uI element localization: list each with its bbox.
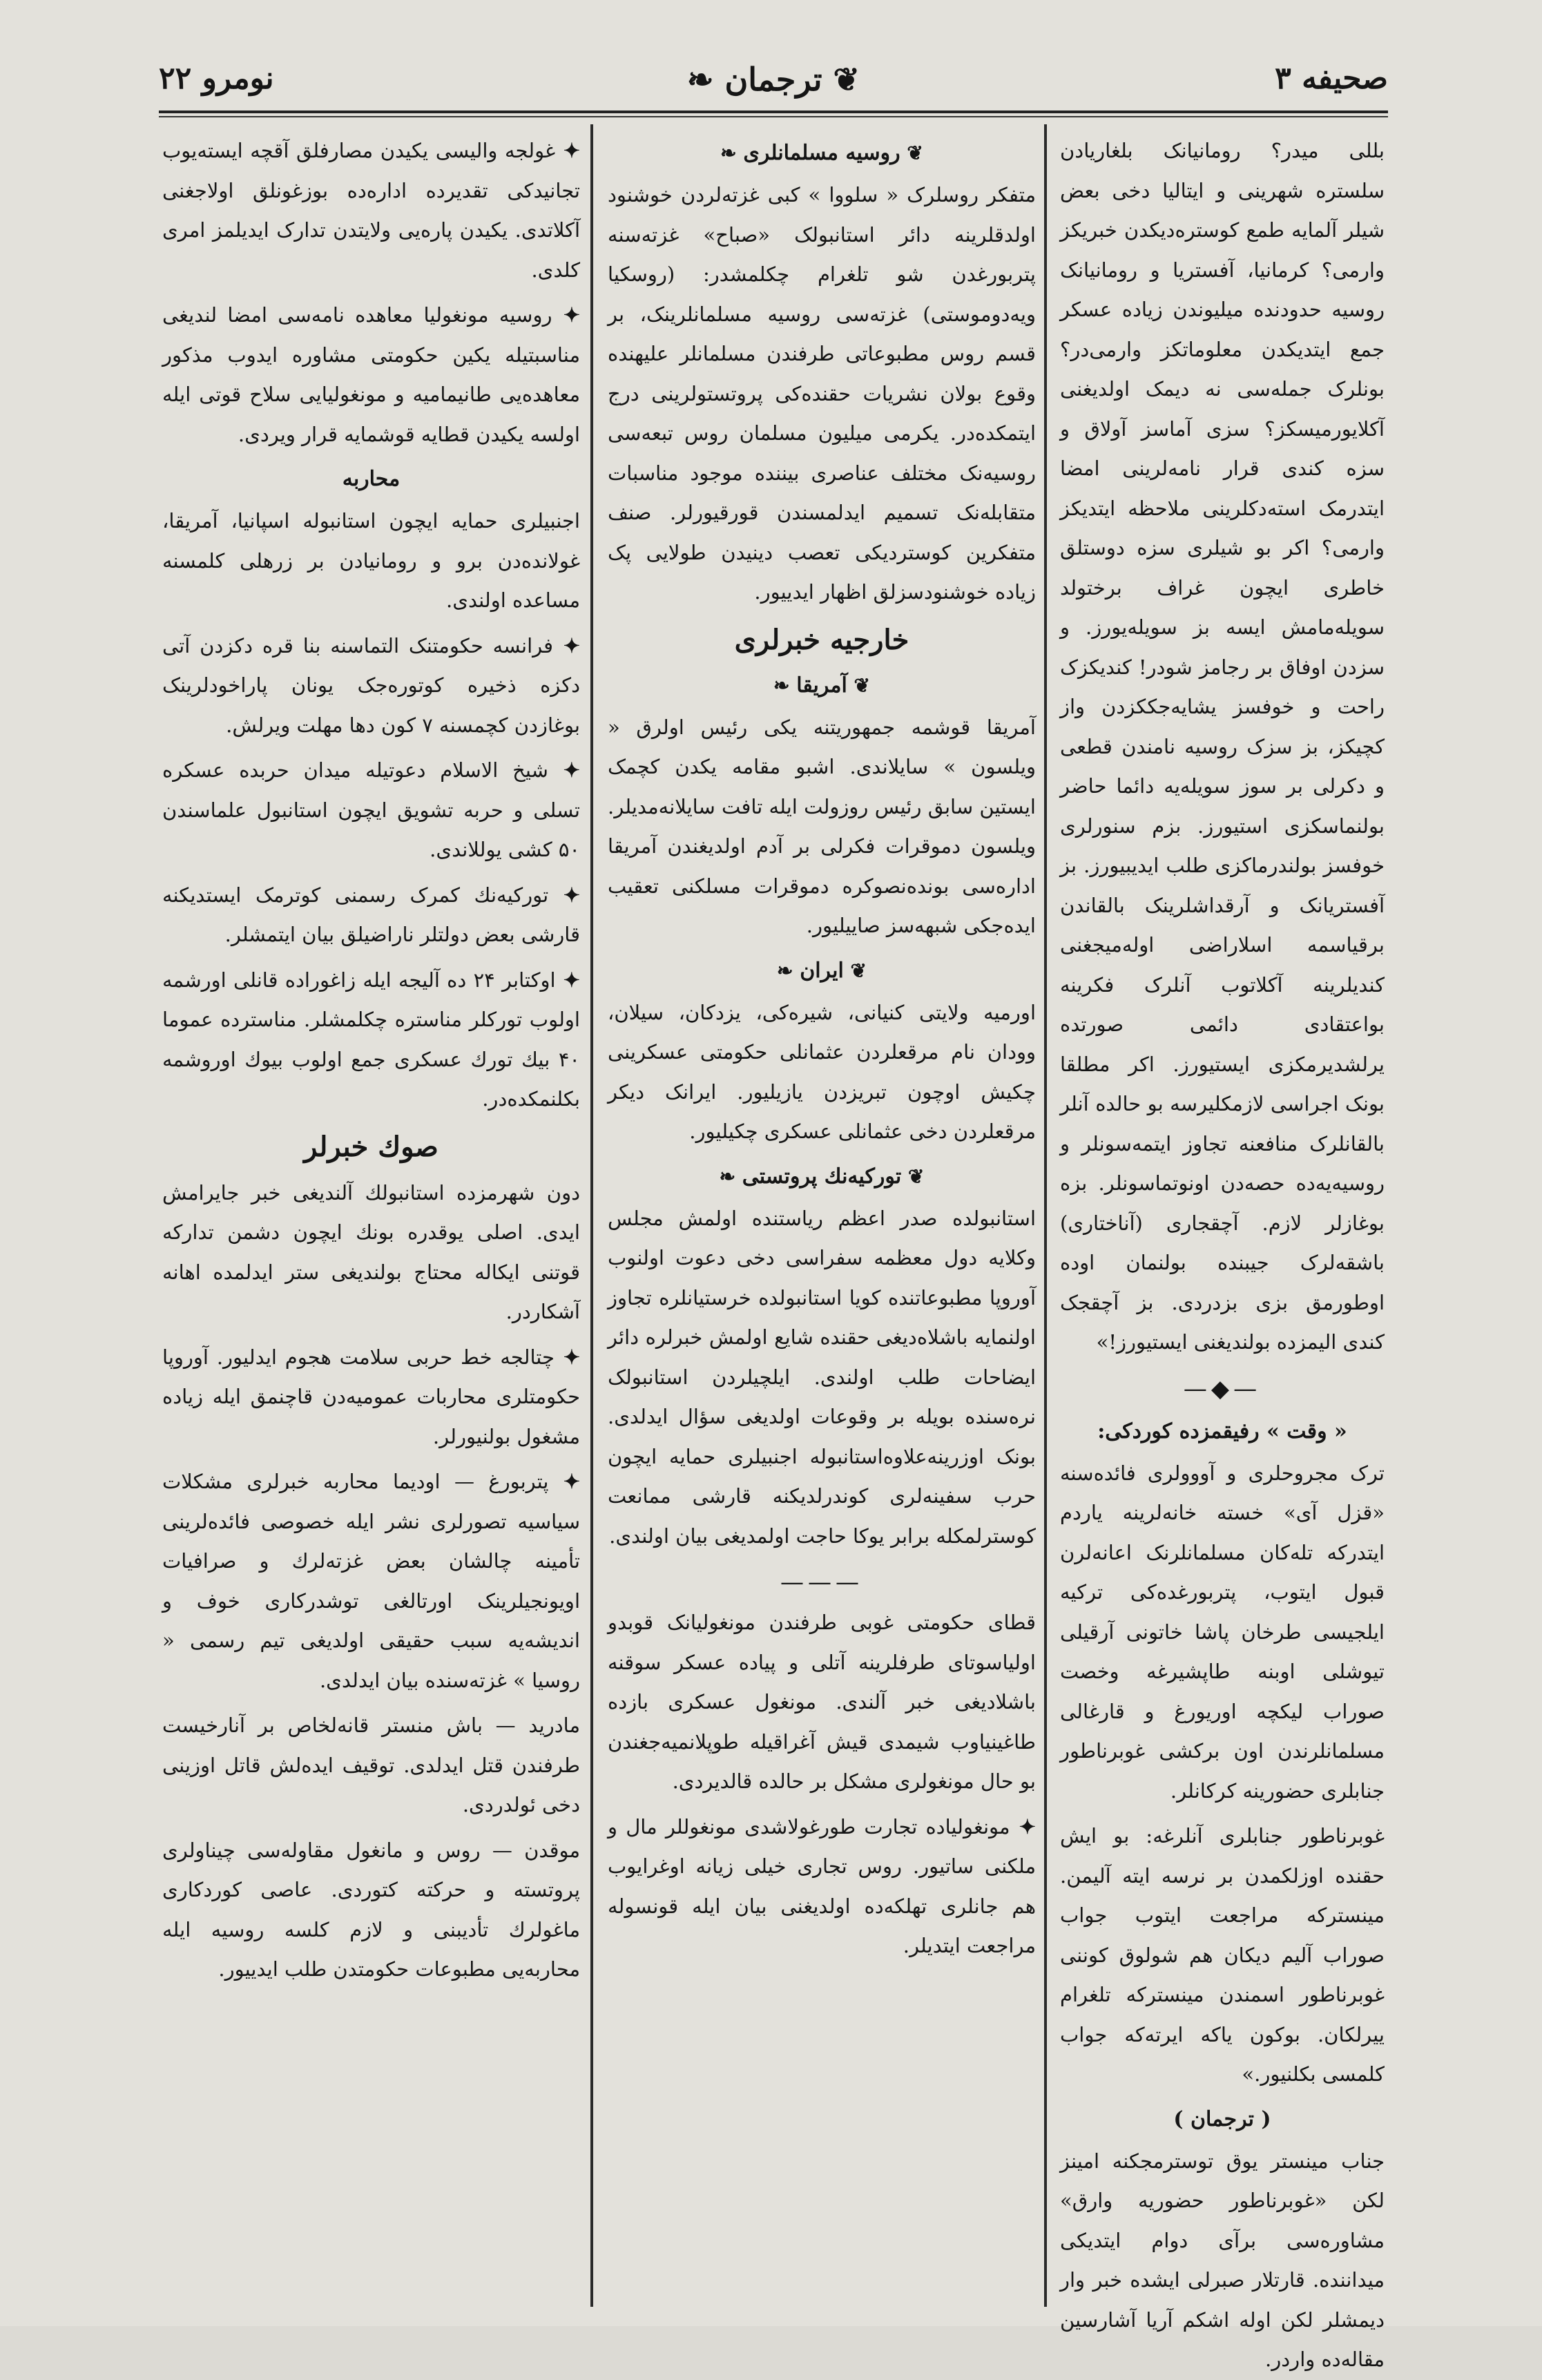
article-paragraph: قطای حکومتی غوبی طرفندن مونغولیانک قوبدو اولیاسوتای طرفلرینه آتلی و پیاده عسکر سوقنه باشلادیغی خبر آلندی. مونغول عسکری بازده طاغینیاوب شیمدی قیش آغراقیله طوپلانمیه‌جغندن بو حال مونغولری مشکل بر حالده قالدیردی.: [608, 1611, 1036, 1793]
news-item: [162, 626, 580, 746]
subsection-title-text: توركیه‌نك پروتستی: [742, 1164, 902, 1189]
page-header: [159, 48, 1388, 114]
fleur-icon: ✦: [1010, 1814, 1036, 1839]
header-rule-thin: [159, 116, 1388, 117]
ornament-icon: ❧: [719, 1164, 742, 1188]
issue-number: نومرو ۲۲: [159, 61, 274, 96]
news-item-text: اوکتابر ۲۴ ده آلیجه ایله زاغوراده قانلی اورشمه اولوب توركلر مناسترە چکلمشلر. مناسترده عموما ۴۰ بیك تورك عسکری جمع اولوب بیوك اوروشمه بکلنمکده‌در.: [162, 968, 580, 1111]
news-item: [162, 1462, 580, 1700]
subsection-title: [608, 1158, 1036, 1196]
news-item-text: چتالجه خط حربی سلامت هجوم ایدلیور. آوروپا حکومتلری محاربات عمومیه‌دن قاچنمق ایله زیاده مشغول بولنیورلر.: [162, 1345, 580, 1448]
section-title-text: روسیه مسلمانلری: [743, 141, 900, 165]
news-item: [162, 131, 580, 290]
ornament-icon: ❦: [847, 673, 871, 697]
article-paragraph: [608, 1807, 1036, 1966]
article-paragraph: غوبرناطور جنابلری آنلرغه: بو ایش حقنده اوزلکمدن بر نرسه ایته آلیمن. مینسترکه مراجعت ایتوب جواب صوراب آلیم دیکان هم شولوق کوننی غوبرناطور اسمندن مینسترکه تلغرام ییرلکان. بوکون یاکه ایرته‌که جواب کلمسی بکلنیور.»: [1060, 1824, 1385, 2086]
article-paragraph: جناب مینستر یوق توسترمجکنه امینز لکن «غوبرناطور حضوریه وارق» مشاورەسی برآی دوام ایتدیکی میداننده. قارتلار صبرلی ایشده خبر وار دیمشلر لکن اوله اشکم آریا آشارسین مقاله‌ده واردر.: [1060, 2149, 1385, 2371]
newspaper-title: [687, 61, 860, 98]
article-paragraph: اورمیه ولایتی کنیانی، شیرەکی، یزدکان، سیلان، وودان نام مرقعلردن عثمانلی حکومتی عسکرینی چکیش اوچون تبریزدن یازیلیور. ایرانک دیکر مرقعلردن دخی عثمانلی عسکری چکیلیور.: [608, 1000, 1036, 1143]
section-divider: —◆—: [1183, 1374, 1262, 1403]
news-item: موقدن — روس و مانغول مقاوله‌سی چیناولری پروتسته و حرکته کتوردی. عاصی کوردکاری ماغولرك تأدیبنی و لازم کلسه روسیه ایله محاربه‌یی مطبوعات حکومتدن طلب ایدییور.: [162, 1838, 580, 1981]
news-item: اجنبیلری حمایه ایچون استانبوله اسپانیا، آمریقا، غولانده‌دن برو و رومانیادن بر زرهلی کلمسنه مساعده اولندی.: [162, 509, 580, 612]
paragraph-text: مونغولیاده تجارت طورغولاشدی مونغوللر مال و ملکنی ساتیور. روس تجاری خیلی زیانه اوغرایوب هم جانلری تهلکەده اولدیغنی بیان ایله قونسوله مراجعت ایتدیلر.: [608, 1814, 1036, 1957]
column-divider: [1044, 124, 1047, 2307]
news-item-text: غولجه والیسی یکیدن مصارفلق آقچه ایسته‌یوب تجانیدکی تقدیرده ادارەده بوزغونلق اولاجغنی آکلاتدی. یکیدن پارەیی ولایتدن تدارک ایدیلمز امری کلدی.: [162, 139, 580, 282]
column-divider: [590, 124, 593, 2307]
news-item: [162, 961, 580, 1120]
fleur-icon: ✦: [548, 758, 580, 782]
fleur-icon: ✦: [552, 303, 580, 327]
ornament-icon: ❦: [822, 61, 860, 98]
middle-column: [608, 131, 1036, 2293]
news-item-text: پتربورغ — اودیما محاربه خبرلری مشکلات سیاسیه تصورلری نشر ایله خصوصی فائده‌لرینی تأمینه چالشان بعض غزته‌لرك و صرافیات اویونجیلرینک اورتالغی توشدرکاری خوف و اندیشه‌یه سبب حقیقی اولدیغی تیم رسمی « روسیا » غزته‌سنده بیان ایدلدی.: [162, 1470, 580, 1692]
news-item-text: شیخ الاسلام دعوتیله میدان حربده عسکره تسلی و حربه تشویق ایچون استانبول علماسندن ۵۰ کشی یوللاندی.: [162, 758, 580, 861]
section-divider: ———: [780, 1568, 863, 1596]
news-item: مادرید — باش منستر قانه‌لخاص بر آنارخیست طرفندن قتل ایدلدی. توقیف ایده‌لش قاتل اوزینی دخی ئولدردی.: [162, 1714, 580, 1816]
fleur-icon: ✦: [548, 1470, 580, 1493]
news-item: [162, 876, 580, 955]
news-item: دون شهرمزده استانبولك آلندیغی خبر جایرامش ایدی. اصلی یوقدره بونك ایچون دشمن تدارکه قوتنی ایکاله محتاج بولندیغی ستر ایدلمده اهانه آشکاردر.: [162, 1180, 580, 1323]
title-text: ترجمان: [724, 61, 822, 98]
fleur-icon: ✦: [555, 968, 580, 992]
news-item-text: فرانسه حکومتنک التماسنه بنا قره دکزدن آتی دکزه ذخیره کوتوره‌جک یونان پاراخودلرینک بوغازدن کچمسنه ۷ کون دها مهلت ویرلش.: [162, 633, 580, 737]
section-title: « وقت » رفیقمزده کوردکی:: [1097, 1419, 1347, 1443]
section-heading: خارجیه خبرلری: [734, 623, 909, 656]
page-number: صحیفه ۳: [1275, 61, 1388, 96]
fleur-icon: ✦: [554, 1345, 580, 1369]
article-paragraph: آمریقا قوشمه جمهوریتنه یکی رئیس اولرق « ویلسون » سایلاندی. اشبو مقامه یکدن کچمک ایستین سابق رئیس روزولت ایله تافت سایلانه‌مدیلر. ویلسون دموقرات فکرلی بر آدم اولدیغندن آمریقا اداره‌سی بونده‌نصوکره دموقرات مسلکنی تعقیب ایده‌جکی شبهه‌سز صاییلیور.: [608, 715, 1036, 937]
header-rule: [159, 111, 1388, 113]
ornament-icon: ❦: [901, 1164, 925, 1188]
news-item: [162, 296, 580, 454]
left-column: [162, 131, 580, 2293]
news-item-text: روسیه مونغولیا معاهده نامه‌سی امضا لندیغی مناسبتیله یکین حکومتی مشاوره ایدوب مذکور معاهده‌یی طانیمامیه و مونغولیایی سلاح قوتی ایله اولسه یکیدن قطایه قوشمایه قرار ویردی.: [162, 303, 580, 446]
subsection-title-text: آمریقا: [796, 673, 847, 698]
article-paragraph: متفکر روسلرک « سلووا » کبی غزته‌لردن خوشنود اولدقلرینه دائر استانبولک «صباح» غزته‌سنه پتربورغدن شو تلغرام چکلمشدر: (روسکیا ویه‌دوموستی) غزته‌سی روسیه مسلمانلرینک، بر قسم روس مطبوعاتی طرفندن مسلمانلر علیهنده وقوع بولان نشریات حقنده‌کی پروتستولرینی درج ایتمکده‌در. یکرمی میلیون مسلمان روس تبعه‌سی روسیه‌نک مختلف عناصری بیننده موجود مناسبات متقابله‌نک تسمیم ایدلمسندن قورقیورلر. صنف متفکرین کوستردیکی تعصب دینیدن طولایی پک زیاده خوشنودسزلق اظهار ایدییور.: [608, 183, 1036, 604]
news-item: [162, 1338, 580, 1457]
ornament-icon: ❧: [720, 142, 744, 164]
article-paragraph: ترک مجروحلری و آووولری فائده‌سنه «قزل آی» خسته خانه‌لرینه یاردم ایتدرکه تله‌کان مسلمانلرنک اعانه‌لرن قبول ایتوب، پتربورغده‌کی ترکیه ایلجیسی طرخان پاشا خاتونی آرقیلی تیوشلی اوبنه طاپشیرغه وخصت صوراب لیکچه اوریورغ و قارغالی مسلمانلرندن اون برکشی غوبرناطور جنابلری حضورینه کرکانلر.: [1060, 1461, 1385, 1803]
section-heading: صوك خبرلر: [304, 1130, 438, 1163]
fleur-icon: ✦: [548, 883, 580, 907]
news-item-text: توركیه‌نك کمرک رسمنی کوترمک ایستدیکنه قارشی بعض دولتلر ناراضیلق بیان ایتمشلر.: [162, 883, 580, 946]
subsection-title: [608, 952, 1036, 990]
ornament-icon: ❧: [686, 61, 725, 98]
news-item: [162, 751, 580, 870]
subsection-title: [608, 666, 1036, 705]
subsection-title-text: ایران: [800, 958, 844, 983]
ornament-icon: ❧: [776, 959, 800, 982]
article-paragraph: بللی میدر؟ رومانیانک بلغاریادن سلستره شهرینی و ایتالیا دخی بعض شیلر آلمایه طمع کوستره‌دیکدن خبریکز وارمی؟ کرمانیا، آفستریا و رومانیانک روسیه حدودنده میلیوندن زیاده عسکر جمع ایتدیکدن معلوماتکز وارمی‌در؟ بونلرک جمله‌سی نه دیمک اولدیغنی آکلایورمیسکز؟ سزی آماسز آولاق و سزه کندی قرار نامه‌لرینی امضا ایتدرمک استه‌دکلرینی ملاحظه ایتدیکز وارمی؟ اکر بو شیلری سزه دوستلق خاطری ایچون غراف برختولد سویله‌مامش ایسه بز سویله‌یورز. و سزدن اوفاق بر رجامز شودر! کندیکزک راحت و خوفسز یشایه‌جککزدن واز کچیکز، بز سزک روسیه نامندن قطعی و دکرلی بر سوز سویله‌یه دائما حاضر بولنماسکزی استیورز. بزم سنورلری خوفسز بولندرماکزی طلب ایدیبیورز. بز آفستریانک و آرقداشلرینک بالقاندن برقیاسمه اسلاراضی اوله‌میجغنی کندیلرینه آکلاتوب آنلرک فکرینه بواعتقادی دائمی صورتده یرلشدیرمکزی ایستیورز. اکر مطلقا بونک اجراسی لازمکلیرسه بو حالده آنلر بالقانلرک منافعنه تجاوز ایتمه‌سونلر و روسیه‌یه‌ده حصه‌دن اونوتماسونلر. بزه بوغازلر لازم. آچقجاری (آناختاری) باشقه‌لرک جیبنده بولنمان اوده اوطورمق بزی بزدردی. بز آچقجک کندی الیمزده بولندیغنی ایستیورز!»: [1060, 139, 1385, 1354]
fleur-icon: ✦: [555, 139, 580, 162]
ornament-icon: ❦: [843, 959, 867, 982]
section-title: [608, 134, 1036, 173]
ornament-icon: ❧: [773, 673, 797, 697]
article-paragraph: استانبولده صدر اعظم ریاستنده اولمش مجلس وکلایه دول معظمه سفراسی دخی دعوت اولنوب آوروپا مطبوعاتنده کویا استانبولده خرستیانلره تجاوز اولنمایه باشلاه‌دیغی حقنده شایع اولمش خبرلره دائر ایضاحات طلب اولندی. ایلچیلردن استانبولک نرەسنده بویله بر وقوعات اولدیغی سؤال ایدلدی. بونک اوزرینه‌علاوه‌استانبوله اجنبیلری حمایه ایچون حرب سفینه‌لری کوندرلدیکنه قارشی ممانعت کوسترلمکله برابر یوکا حاجت اولمدیغی بیان اولندی.: [608, 1206, 1036, 1548]
right-column: [1060, 131, 1385, 2371]
editor-note: ( ترجمان ): [1173, 2107, 1271, 2131]
fleur-icon: ✦: [553, 633, 580, 658]
ornament-icon: ❦: [900, 142, 923, 164]
section-title: محاربه: [342, 467, 401, 491]
